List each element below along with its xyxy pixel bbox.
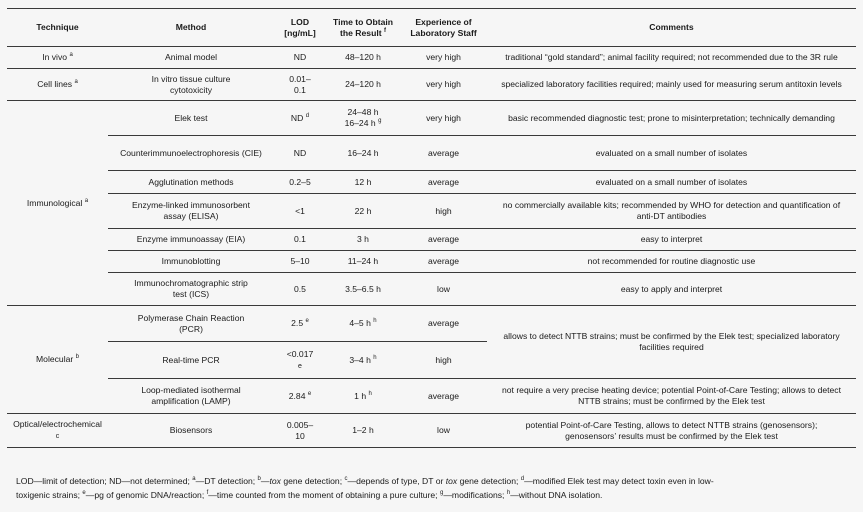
header-lod: LOD [ng/mL] — [274, 9, 326, 47]
lod-cell: ND — [274, 47, 326, 69]
method-cell: Animal model — [108, 47, 274, 69]
method-cell: Enzyme-linked immunosorbent assay (ELISA) — [108, 194, 274, 229]
technique-cell: Cell lines $^a$ — [7, 69, 108, 101]
technique-cell: Molecular $^b$ — [7, 306, 108, 414]
experience-cell: average — [400, 171, 487, 194]
time-cell: 1 h $^h$ — [326, 379, 400, 414]
lod-cell: 0.005– 10 — [274, 414, 326, 448]
time-cell: 3.5–6.5 h — [326, 273, 400, 306]
table-row — [7, 379, 856, 414]
table-row — [7, 306, 856, 342]
method-cell: Immunoblotting — [108, 251, 274, 273]
time-cell: 4–5 h $^h$ — [326, 306, 400, 342]
lod-cell: ND — [274, 136, 326, 171]
table-row — [7, 69, 856, 101]
table-row — [7, 229, 856, 251]
method-cell: Counterimmunoelectrophoresis (CIE) — [108, 136, 274, 171]
method-cell: Enzyme immunoassay (EIA) — [108, 229, 274, 251]
time-cell: 3 h — [326, 229, 400, 251]
table-row — [7, 171, 856, 194]
experience-cell: very high — [400, 47, 487, 69]
comment-cell: evaluated on a small number of isolates — [487, 136, 856, 171]
experience-cell: high — [400, 342, 487, 379]
time-cell: 3–4 h $^h$ — [326, 342, 400, 379]
method-cell: Loop-mediated isothermal amplification (LAMP) — [108, 379, 274, 414]
time-cell: 1–2 h — [326, 414, 400, 448]
comment-cell: not recommended for routine diagnostic use — [487, 251, 856, 273]
time-cell: 11–24 h — [326, 251, 400, 273]
lod-cell: 2.84 $^e$ — [274, 379, 326, 414]
lod-cell: <0.017 e — [274, 342, 326, 379]
technique-cell: In vivo $^a$ — [7, 47, 108, 69]
comment-cell: traditional “gold standard”; animal facility required; not recommended due to the 3R rule — [487, 47, 856, 69]
experience-cell: high — [400, 194, 487, 229]
header-technique: Technique — [7, 9, 108, 47]
method-cell: Biosensors — [108, 414, 274, 448]
experience-cell: very high — [400, 101, 487, 136]
comment-cell: potential Point-of-Care Testing, allows to detect NTTB strains (genosensors); genosensors’ results must be confirmed by the Elek test — [487, 414, 856, 448]
header-method: Method — [108, 9, 274, 47]
comment-cell: no commercially available kits; recommended by WHO for detection and quantification of anti-DT antibodies — [487, 194, 856, 229]
experience-cell: low — [400, 414, 487, 448]
header-comments: Comments — [487, 9, 856, 47]
time-cell: 48–120 h — [326, 47, 400, 69]
comment-cell: not require a very precise heating device; potential Point-of-Care Testing; allows to detect NTTB strains; must be confirmed by the Elek test — [487, 379, 856, 414]
header-time: Time to Obtain the Result $^f$ — [326, 9, 400, 47]
table-row — [7, 251, 856, 273]
lod-cell: 0.5 — [274, 273, 326, 306]
lod-cell: 0.2–5 — [274, 171, 326, 194]
header-experience: Experience of Laboratory Staff — [400, 9, 487, 47]
comparison-table — [7, 8, 856, 448]
experience-cell: average — [400, 136, 487, 171]
lod-cell: 2.5 $^e$ — [274, 306, 326, 342]
header-row — [7, 9, 856, 47]
comment-cell: specialized laboratory facilities required; mainly used for measuring serum antitoxin levels — [487, 69, 856, 101]
method-cell: In vitro tissue culture cytotoxicity — [108, 69, 274, 101]
method-cell: Polymerase Chain Reaction (PCR) — [108, 306, 274, 342]
table-footnotes: LOD—limit of detection; ND—not determined; $^a$—DT detection; $^b$—tox gene detection; $^c$—depends of type, DT or tox gene detection; $^d$—modified Elek test may detect toxin even in low- toxigenic strains; $^e$—pg of genomic DNA/reaction; $^f$—time counted from the moment of obtaining a pure culture; $^g$—modifications; $^h$—without DNA isolation. — [16, 476, 714, 500]
experience-cell: low — [400, 273, 487, 306]
lod-cell: 5–10 — [274, 251, 326, 273]
comment-cell: easy to apply and interpret — [487, 273, 856, 306]
method-cell: Immunochromatographic strip test (ICS) — [108, 273, 274, 306]
comment-cell: basic recommended diagnostic test; prone to misinterpretation; technically demanding — [487, 101, 856, 136]
comment-cell: allows to detect NTTB strains; must be confirmed by the Elek test; specialized laboratory facilities required — [487, 306, 856, 379]
method-cell: Elek test — [108, 101, 274, 136]
method-cell: Agglutination methods — [108, 171, 274, 194]
method-cell: Real-time PCR — [108, 342, 274, 379]
table-row — [7, 273, 856, 306]
lod-cell: ND $^d$ — [274, 101, 326, 136]
time-cell: 24–120 h — [326, 69, 400, 101]
table-row — [7, 101, 856, 136]
table-row — [7, 414, 856, 448]
technique-cell: Optical/electrochemical c — [7, 414, 108, 448]
lod-cell: 0.01– 0.1 — [274, 69, 326, 101]
table-row — [7, 194, 856, 229]
experience-cell: very high — [400, 69, 487, 101]
time-cell: 12 h — [326, 171, 400, 194]
comment-cell: easy to interpret — [487, 229, 856, 251]
table-row — [7, 136, 856, 171]
experience-cell: average — [400, 306, 487, 342]
lod-cell: 0.1 — [274, 229, 326, 251]
technique-cell: Immunological $^a$ — [7, 101, 108, 306]
lod-cell: <1 — [274, 194, 326, 229]
time-cell: 16–24 h — [326, 136, 400, 171]
table-row — [7, 47, 856, 69]
experience-cell: average — [400, 251, 487, 273]
experience-cell: average — [400, 379, 487, 414]
time-cell: 24–48 h 16–24 h $^g$ — [326, 101, 400, 136]
experience-cell: average — [400, 229, 487, 251]
time-cell: 22 h — [326, 194, 400, 229]
comment-cell: evaluated on a small number of isolates — [487, 171, 856, 194]
